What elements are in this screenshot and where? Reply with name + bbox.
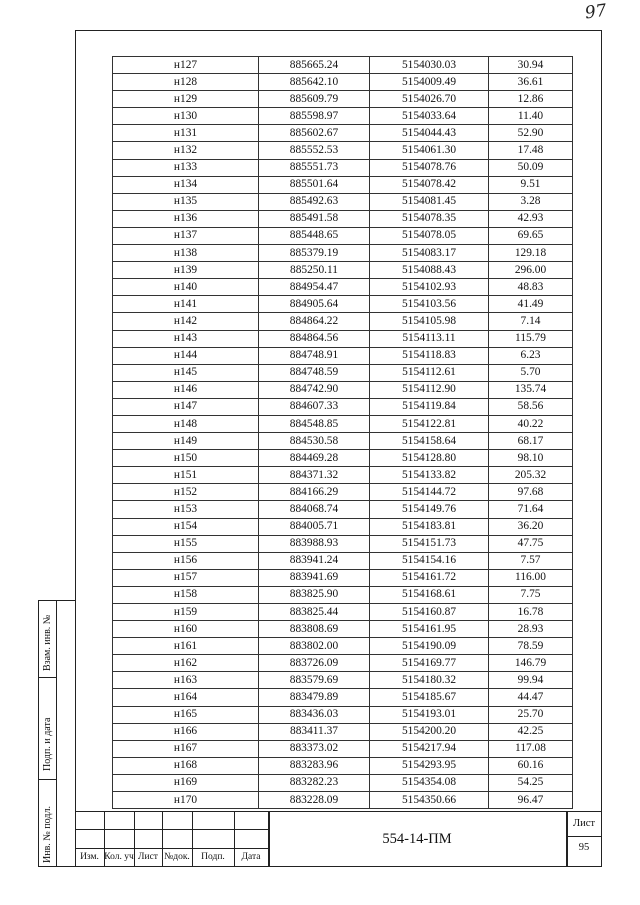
x-cell: 884864.56 (259, 330, 370, 347)
table-row (113, 415, 573, 432)
side-label-podp: Подп. и дата (42, 717, 53, 771)
distance-cell: 98.10 (489, 450, 573, 467)
point-cell: н148 (113, 415, 259, 432)
y-cell: 5154161.95 (370, 621, 489, 638)
y-cell: 5154293.95 (370, 757, 489, 774)
y-cell: 5154168.61 (370, 586, 489, 603)
point-cell: н127 (113, 57, 259, 74)
point-cell: н155 (113, 535, 259, 552)
table-row (113, 501, 573, 518)
x-cell: 883726.09 (259, 655, 370, 672)
x-cell: 883941.69 (259, 569, 370, 586)
x-cell: 883988.93 (259, 535, 370, 552)
distance-cell: 135.74 (489, 381, 573, 398)
point-cell: н135 (113, 193, 259, 210)
x-cell: 883411.37 (259, 723, 370, 740)
x-cell: 885492.63 (259, 193, 370, 210)
table-row (113, 586, 573, 603)
table-row (113, 176, 573, 193)
point-cell: н145 (113, 364, 259, 381)
table-row (113, 723, 573, 740)
distance-cell: 48.83 (489, 279, 573, 296)
x-cell: 883802.00 (259, 638, 370, 655)
x-cell: 884607.33 (259, 398, 370, 415)
point-cell: н144 (113, 347, 259, 364)
table-row (113, 774, 573, 791)
distance-cell: 6.23 (489, 347, 573, 364)
point-cell: н128 (113, 74, 259, 91)
table-row (113, 108, 573, 125)
x-cell: 885501.64 (259, 176, 370, 193)
y-cell: 5154113.11 (370, 330, 489, 347)
distance-cell: 5.70 (489, 364, 573, 381)
distance-cell: 28.93 (489, 621, 573, 638)
y-cell: 5154078.76 (370, 159, 489, 176)
y-cell: 5154122.81 (370, 415, 489, 432)
x-cell: 885250.11 (259, 262, 370, 279)
y-cell: 5154088.43 (370, 262, 489, 279)
table-row (113, 552, 573, 569)
distance-cell: 58.56 (489, 398, 573, 415)
point-cell: н167 (113, 740, 259, 757)
y-cell: 5154193.01 (370, 706, 489, 723)
y-cell: 5154180.32 (370, 672, 489, 689)
y-cell: 5154044.43 (370, 125, 489, 142)
y-cell: 5154083.17 (370, 245, 489, 262)
distance-cell: 12.86 (489, 91, 573, 108)
point-cell: н170 (113, 792, 259, 809)
point-cell: н159 (113, 604, 259, 621)
distance-cell: 78.59 (489, 638, 573, 655)
y-cell: 5154128.80 (370, 450, 489, 467)
y-cell: 5154030.03 (370, 57, 489, 74)
table-row (113, 535, 573, 552)
distance-cell: 41.49 (489, 296, 573, 313)
table-row (113, 91, 573, 108)
distance-cell: 54.25 (489, 774, 573, 791)
y-cell: 5154144.72 (370, 484, 489, 501)
x-cell: 883228.09 (259, 792, 370, 809)
y-cell: 5154118.83 (370, 347, 489, 364)
x-cell: 884905.64 (259, 296, 370, 313)
point-cell: н161 (113, 638, 259, 655)
point-cell: н138 (113, 245, 259, 262)
y-cell: 5154160.87 (370, 604, 489, 621)
y-cell: 5154119.84 (370, 398, 489, 415)
distance-cell: 146.79 (489, 655, 573, 672)
y-cell: 5154026.70 (370, 91, 489, 108)
title-col-data: Дата (241, 852, 261, 862)
table-row (113, 638, 573, 655)
x-cell: 883282.23 (259, 774, 370, 791)
title-col-list: Лист (138, 852, 158, 862)
table-row (113, 569, 573, 586)
point-cell: н166 (113, 723, 259, 740)
y-cell: 5154033.64 (370, 108, 489, 125)
distance-cell: 16.78 (489, 604, 573, 621)
distance-cell: 60.16 (489, 757, 573, 774)
table-row (113, 792, 573, 809)
point-cell: н154 (113, 518, 259, 535)
distance-cell: 17.48 (489, 142, 573, 159)
table-row (113, 142, 573, 159)
point-cell: н140 (113, 279, 259, 296)
x-cell: 884469.28 (259, 450, 370, 467)
y-cell: 5154169.77 (370, 655, 489, 672)
y-cell: 5154112.90 (370, 381, 489, 398)
x-cell: 884748.91 (259, 347, 370, 364)
table-row (113, 57, 573, 74)
x-cell: 883579.69 (259, 672, 370, 689)
distance-cell: 99.94 (489, 672, 573, 689)
title-col-izm: Изм. (80, 852, 99, 862)
distance-cell: 25.70 (489, 706, 573, 723)
distance-cell: 7.14 (489, 313, 573, 330)
y-cell: 5154190.09 (370, 638, 489, 655)
distance-cell: 129.18 (489, 245, 573, 262)
table-row (113, 467, 573, 484)
distance-cell: 97.68 (489, 484, 573, 501)
x-cell: 885598.97 (259, 108, 370, 125)
point-cell: н146 (113, 381, 259, 398)
distance-cell: 116.00 (489, 569, 573, 586)
x-cell: 885665.24 (259, 57, 370, 74)
y-cell: 5154081.45 (370, 193, 489, 210)
point-cell: н169 (113, 774, 259, 791)
point-cell: н141 (113, 296, 259, 313)
table-row (113, 347, 573, 364)
y-cell: 5154061.30 (370, 142, 489, 159)
table-row (113, 757, 573, 774)
distance-cell: 40.22 (489, 415, 573, 432)
table-row (113, 364, 573, 381)
distance-cell: 36.61 (489, 74, 573, 91)
x-cell: 883941.24 (259, 552, 370, 569)
table-row (113, 398, 573, 415)
distance-cell: 36.20 (489, 518, 573, 535)
title-col-kol: Кол. уч (104, 852, 134, 862)
y-cell: 5154350.66 (370, 792, 489, 809)
distance-cell: 296.00 (489, 262, 573, 279)
point-cell: н130 (113, 108, 259, 125)
point-cell: н147 (113, 398, 259, 415)
table-row (113, 518, 573, 535)
y-cell: 5154102.93 (370, 279, 489, 296)
x-cell: 884371.32 (259, 467, 370, 484)
side-stamp (38, 600, 75, 867)
y-cell: 5154158.64 (370, 433, 489, 450)
x-cell: 885609.79 (259, 91, 370, 108)
x-cell: 883283.96 (259, 757, 370, 774)
distance-cell: 96.47 (489, 792, 573, 809)
y-cell: 5154103.56 (370, 296, 489, 313)
x-cell: 884954.47 (259, 279, 370, 296)
y-cell: 5154112.61 (370, 364, 489, 381)
x-cell: 883808.69 (259, 621, 370, 638)
x-cell: 884005.71 (259, 518, 370, 535)
point-cell: н162 (113, 655, 259, 672)
distance-cell: 50.09 (489, 159, 573, 176)
table-row (113, 484, 573, 501)
point-cell: н160 (113, 621, 259, 638)
x-cell: 885602.67 (259, 125, 370, 142)
document-code: 554-14-ПМ (382, 831, 452, 847)
point-cell: н151 (113, 467, 259, 484)
table-row (113, 245, 573, 262)
point-cell: н132 (113, 142, 259, 159)
table-row (113, 227, 573, 244)
y-cell: 5154183.81 (370, 518, 489, 535)
coordinates-table (112, 56, 573, 809)
point-cell: н142 (113, 313, 259, 330)
x-cell: 884548.85 (259, 415, 370, 432)
title-col-podp: Подп. (201, 852, 225, 862)
side-label-vzam: Взам. инв. № (42, 614, 53, 671)
point-cell: н149 (113, 433, 259, 450)
x-cell: 884748.59 (259, 364, 370, 381)
point-cell: н134 (113, 176, 259, 193)
point-cell: н143 (113, 330, 259, 347)
x-cell: 885551.73 (259, 159, 370, 176)
point-cell: н165 (113, 706, 259, 723)
table-row (113, 125, 573, 142)
distance-cell: 7.75 (489, 586, 573, 603)
table-row (113, 433, 573, 450)
sheet-label: Лист (573, 818, 595, 829)
table-row (113, 296, 573, 313)
distance-cell: 52.90 (489, 125, 573, 142)
y-cell: 5154149.76 (370, 501, 489, 518)
table-row (113, 706, 573, 723)
x-cell: 885642.10 (259, 74, 370, 91)
y-cell: 5154078.05 (370, 227, 489, 244)
point-cell: н131 (113, 125, 259, 142)
y-cell: 5154200.20 (370, 723, 489, 740)
distance-cell: 69.65 (489, 227, 573, 244)
x-cell: 883436.03 (259, 706, 370, 723)
point-cell: н164 (113, 689, 259, 706)
table-row (113, 74, 573, 91)
distance-cell: 3.28 (489, 193, 573, 210)
distance-cell: 71.64 (489, 501, 573, 518)
distance-cell: 115.79 (489, 330, 573, 347)
table-row (113, 262, 573, 279)
distance-cell: 68.17 (489, 433, 573, 450)
y-cell: 5154078.42 (370, 176, 489, 193)
distance-cell: 9.51 (489, 176, 573, 193)
point-cell: н137 (113, 227, 259, 244)
point-cell: н133 (113, 159, 259, 176)
y-cell: 5154151.73 (370, 535, 489, 552)
x-cell: 884864.22 (259, 313, 370, 330)
distance-cell: 11.40 (489, 108, 573, 125)
y-cell: 5154354.08 (370, 774, 489, 791)
distance-cell: 47.75 (489, 535, 573, 552)
x-cell: 883825.90 (259, 586, 370, 603)
table-row (113, 672, 573, 689)
y-cell: 5154185.67 (370, 689, 489, 706)
x-cell: 885379.19 (259, 245, 370, 262)
table-row (113, 621, 573, 638)
distance-cell: 7.57 (489, 552, 573, 569)
table-row (113, 159, 573, 176)
table-row (113, 330, 573, 347)
distance-cell: 30.94 (489, 57, 573, 74)
x-cell: 885491.58 (259, 210, 370, 227)
y-cell: 5154133.82 (370, 467, 489, 484)
point-cell: н153 (113, 501, 259, 518)
x-cell: 884530.58 (259, 433, 370, 450)
title-col-ndok: №док. (164, 852, 190, 862)
table-row (113, 655, 573, 672)
x-cell: 884166.29 (259, 484, 370, 501)
point-cell: н139 (113, 262, 259, 279)
y-cell: 5154009.49 (370, 74, 489, 91)
point-cell: н156 (113, 552, 259, 569)
y-cell: 5154154.16 (370, 552, 489, 569)
x-cell: 883825.44 (259, 604, 370, 621)
point-cell: н158 (113, 586, 259, 603)
x-cell: 883479.89 (259, 689, 370, 706)
distance-cell: 42.93 (489, 210, 573, 227)
x-cell: 883373.02 (259, 740, 370, 757)
point-cell: н152 (113, 484, 259, 501)
distance-cell: 44.47 (489, 689, 573, 706)
point-cell: н168 (113, 757, 259, 774)
y-cell: 5154078.35 (370, 210, 489, 227)
point-cell: н157 (113, 569, 259, 586)
sheet-number: 95 (578, 842, 590, 853)
distance-cell: 117.08 (489, 740, 573, 757)
distance-cell: 42.25 (489, 723, 573, 740)
distance-cell: 205.32 (489, 467, 573, 484)
side-label-inv: Инв. № подл. (42, 806, 53, 863)
x-cell: 884068.74 (259, 501, 370, 518)
table-row (113, 279, 573, 296)
x-cell: 885448.65 (259, 227, 370, 244)
table-row (113, 313, 573, 330)
x-cell: 884742.90 (259, 381, 370, 398)
table-row (113, 210, 573, 227)
table-row (113, 689, 573, 706)
y-cell: 5154217.94 (370, 740, 489, 757)
table-row (113, 604, 573, 621)
y-cell: 5154105.98 (370, 313, 489, 330)
table-row (113, 381, 573, 398)
handwritten-page-number: 97 (583, 0, 608, 24)
point-cell: н163 (113, 672, 259, 689)
y-cell: 5154161.72 (370, 569, 489, 586)
table-row (113, 193, 573, 210)
point-cell: н136 (113, 210, 259, 227)
table-row (113, 450, 573, 467)
table-row (113, 740, 573, 757)
title-hline (566, 836, 602, 837)
x-cell: 885552.53 (259, 142, 370, 159)
point-cell: н150 (113, 450, 259, 467)
point-cell: н129 (113, 91, 259, 108)
